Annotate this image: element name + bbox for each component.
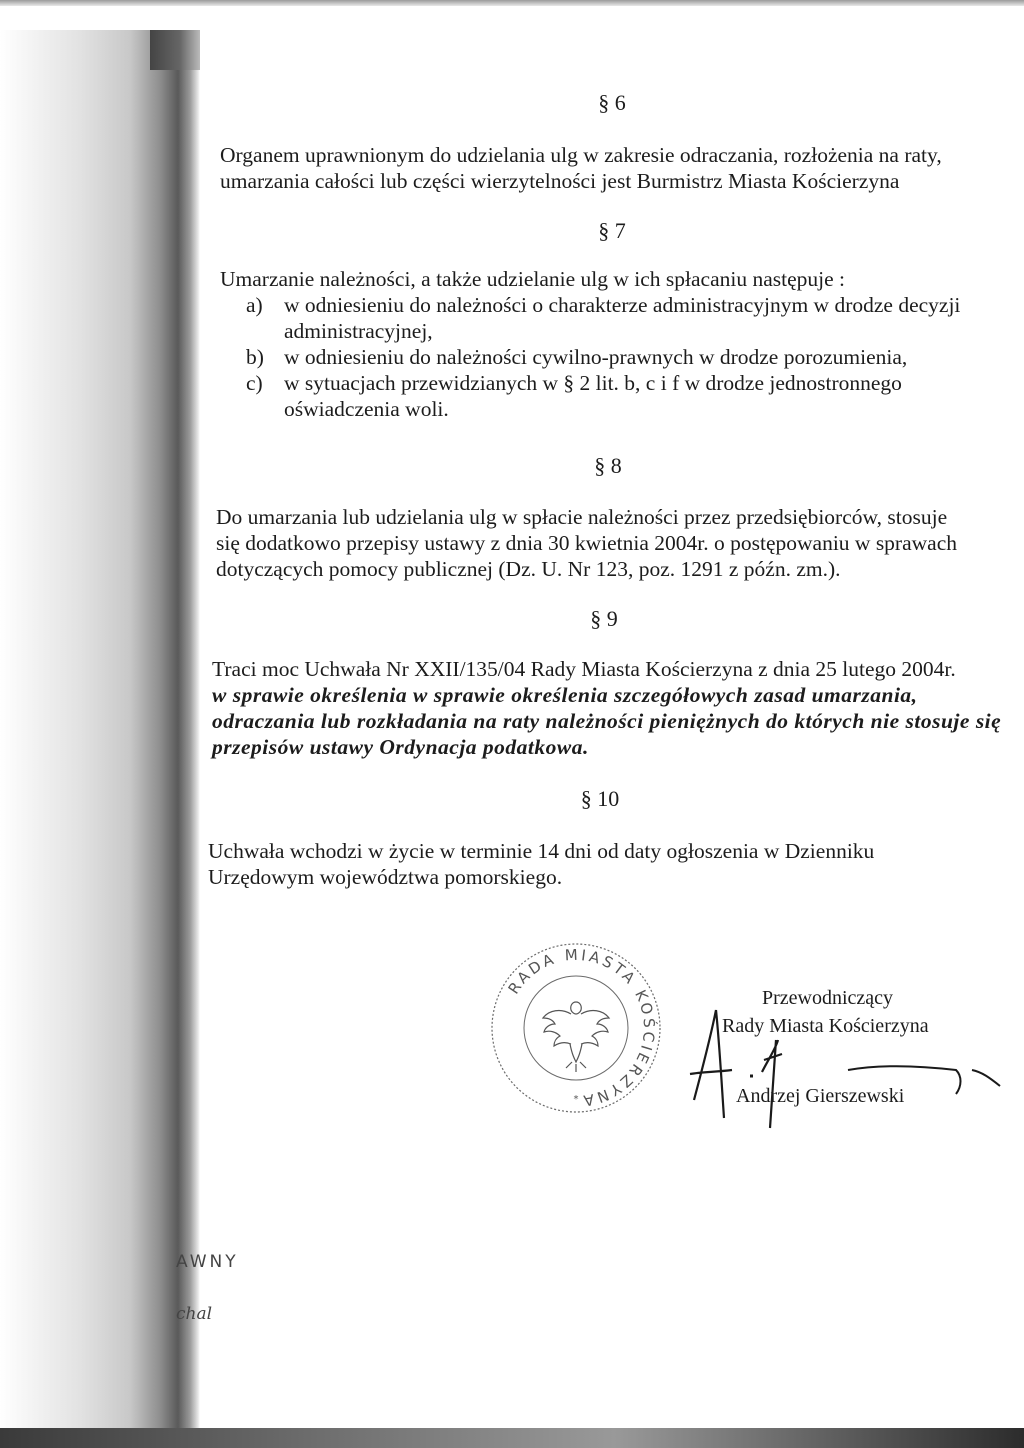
- section-8-text: [216, 504, 957, 582]
- signatory-title: Przewodniczący: [762, 987, 894, 1009]
- text-line: w sytuacjach przewidzianych w § 2 lit. b, c i f w drodze jednostronnego: [284, 371, 902, 395]
- text-line: Urzędowym województwa pomorskiego.: [208, 865, 563, 889]
- section-8-heading: § 8: [594, 453, 622, 478]
- text-line: Organem uprawnionym do udzielania ulg w zakresie odraczania, rozłożenia na raty,: [220, 143, 942, 167]
- scan-bottom-edge: [0, 1428, 1024, 1448]
- text-line: w odniesieniu do należności o charakterze administracyjnym w drodze decyzji: [284, 293, 961, 317]
- list-item: [246, 344, 960, 370]
- text-line: w odniesieniu do należności cywilno-prawnych w drodze porozumienia,: [284, 345, 908, 369]
- section-6-heading: § 6: [598, 90, 626, 115]
- official-seal-stamp: [488, 940, 664, 1116]
- text-line: Traci moc Uchwała Nr XXII/135/04 Rady Miasta Kościerzyna z dnia 25 lutego 2004r.: [212, 657, 956, 681]
- section-9-text: [212, 656, 1001, 760]
- text-line: dotyczących pomocy publicznej (Dz. U. Nr 123, poz. 1291 z późn. zm.).: [216, 557, 841, 581]
- scan-top-edge: [0, 0, 1024, 6]
- binding-top-shadow: [150, 30, 200, 70]
- section-7-list: [246, 292, 960, 422]
- list-marker: b): [246, 345, 264, 369]
- list-item: [246, 292, 960, 344]
- text-line: Do umarzania lub udzielania ulg w spłacie należności przez przedsiębiorców, stosuje: [216, 505, 948, 529]
- text-line: się dodatkowo przepisy ustawy z dnia 30 kwietnia 2004r. o postępowaniu w sprawach: [216, 531, 957, 555]
- list-marker: c): [246, 371, 263, 395]
- bold-italic-line: przepisów ustawy Ordynacja podatkowa.: [212, 735, 589, 759]
- text-line: Uchwała wchodzi w życie w terminie 14 dni od daty ogłoszenia w Dzienniku: [208, 839, 875, 863]
- svg-text:RADA MIASTA KOŚCIERZYNA: RADA MIASTA KOŚCIERZYNA: [504, 945, 659, 1111]
- text-line: oświadczenia woli.: [284, 397, 449, 421]
- binding-shadow: [0, 30, 200, 1440]
- bold-italic-line: w sprawie określenia w sprawie określenia szczegółowych zasad umarzania,: [212, 683, 918, 707]
- section-9-heading: § 9: [590, 606, 618, 631]
- svg-text:*: *: [573, 1094, 579, 1105]
- bold-italic-line: odraczania lub rozkładania na raty należności pieniężnych do których nie stosuje się: [212, 709, 1002, 733]
- margin-fragment: chal: [176, 1304, 213, 1324]
- list-marker: a): [246, 293, 263, 317]
- list-item: [246, 370, 960, 422]
- eagle-emblem-icon: [543, 1002, 609, 1072]
- text-line: administracyjnej,: [284, 319, 433, 343]
- signatory-body: Rady Miasta Kościerzyna: [722, 1015, 929, 1037]
- handwritten-signature: [672, 1000, 1012, 1130]
- section-10-heading: § 10: [580, 786, 620, 811]
- section-6-text: [220, 142, 942, 194]
- section-10-text: [208, 838, 874, 890]
- section-7-intro: Umarzanie należności, a także udzielanie ulg w ich spłacaniu następuje :: [220, 267, 846, 291]
- signatory-name: Andrzej Gierszewski: [736, 1085, 905, 1107]
- margin-fragment: AWNY: [176, 1252, 239, 1272]
- section-7-heading: § 7: [598, 218, 626, 243]
- text-line: umarzania całości lub części wierzytelności jest Burmistrz Miasta Kościerzyna: [220, 169, 900, 193]
